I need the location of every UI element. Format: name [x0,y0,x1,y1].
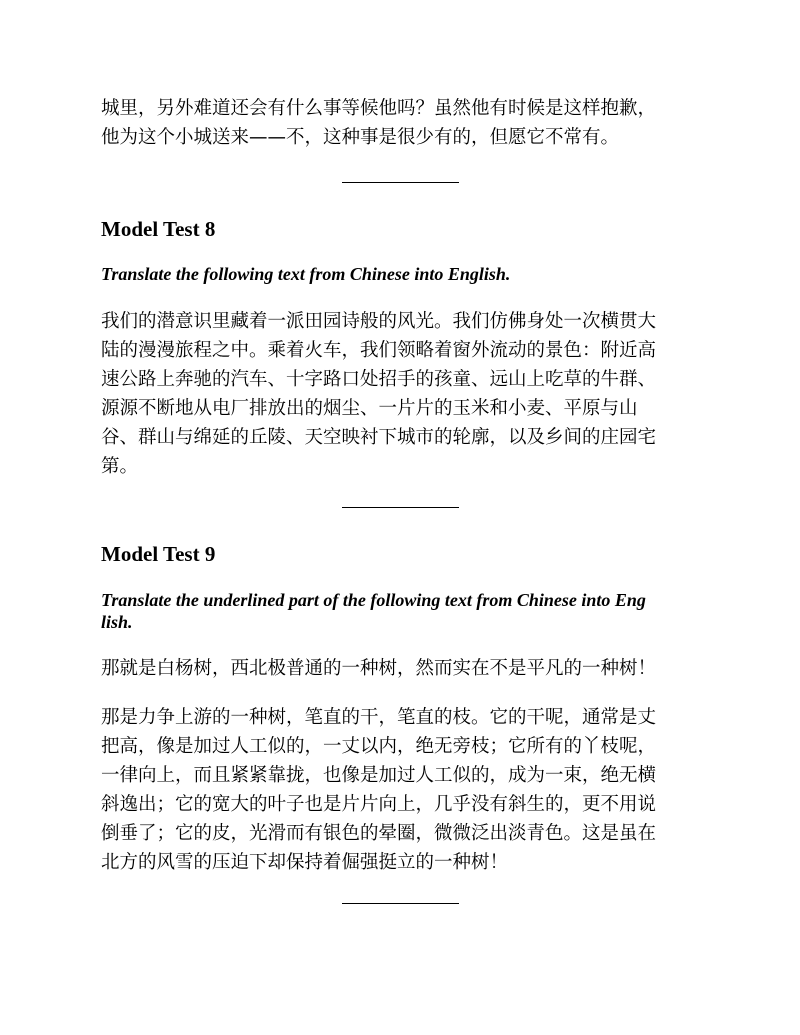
text-line: 他为这个小城送来——不，这种事是很少有的，但愿它不常有。 [101,127,620,148]
text-line: 源源不断地从电厂排放出的烟尘、一片片的玉米和小麦、平原与山 [101,398,638,419]
section-model-test-8 [101,216,701,242]
passage-model-test-9-body [101,703,701,877]
text-line: 第。 [101,456,139,477]
section-divider [342,507,459,508]
section-heading: Model Test 8 [101,217,216,241]
passage-model-test-9-intro [101,654,701,683]
passage-text [101,307,701,481]
section-heading: Model Test 9 [101,542,216,566]
text-line: 我们的潜意识里藏着一派田园诗般的风光。我们仿佛身处一次横贯大 [101,311,657,332]
passage-text [101,654,701,683]
text-line: 倒垂了；它的皮，光滑而有银色的晕圈，微微泛出淡青色。这是虽在 [101,823,657,844]
passage-model-test-8 [101,307,701,481]
intro-text [101,94,701,152]
section-divider [342,903,459,904]
text-line: 一律向上，而且紧紧靠拢，也像是加过人工似的，成为一束，绝无横 [101,765,657,786]
text-line: 谷、群山与绵延的丘陵、天空映衬下城市的轮廓，以及乡间的庄园宅 [101,427,657,448]
text-line: 斜逸出；它的宽大的叶子也是片片向上，几乎没有斜生的，更不用说 [101,794,657,815]
text-line: 北方的风雪的压迫下却保持着倔强挺立的一种树！ [101,852,509,873]
instruction-model-test-9 [101,589,701,633]
text-line: 陆的漫漫旅程之中。乘着火车，我们领略着窗外流动的景色：附近高 [101,340,657,361]
text-line: 速公路上奔驰的汽车、十字路口处招手的孩童、远山上吃草的牛群、 [101,369,657,390]
text-line: 那是力争上游的一种树，笔直的干，笔直的枝。它的干呢，通常是丈 [101,707,657,728]
instruction-line: lish. [101,612,133,632]
passage-text [101,703,701,877]
instruction-line: Translate the underlined part of the following text from Chinese into Eng [101,590,646,610]
section-divider [342,182,459,183]
instruction-text [101,589,701,633]
text-line: 把高，像是加过人工似的，一丈以内，绝无旁枝；它所有的丫枝呢， [101,736,657,757]
text-line: 城里，另外难道还会有什么事等候他吗？虽然他有时候是这样抱歉， [101,98,657,119]
instruction-text: Translate the following text from Chinese into English. [101,264,511,284]
section-model-test-9 [101,541,701,567]
instruction-model-test-8 [101,263,701,285]
intro-paragraph [101,94,701,152]
text-line: 那就是白杨树，西北极普通的一种树，然而实在不是平凡的一种树！ [101,658,657,679]
